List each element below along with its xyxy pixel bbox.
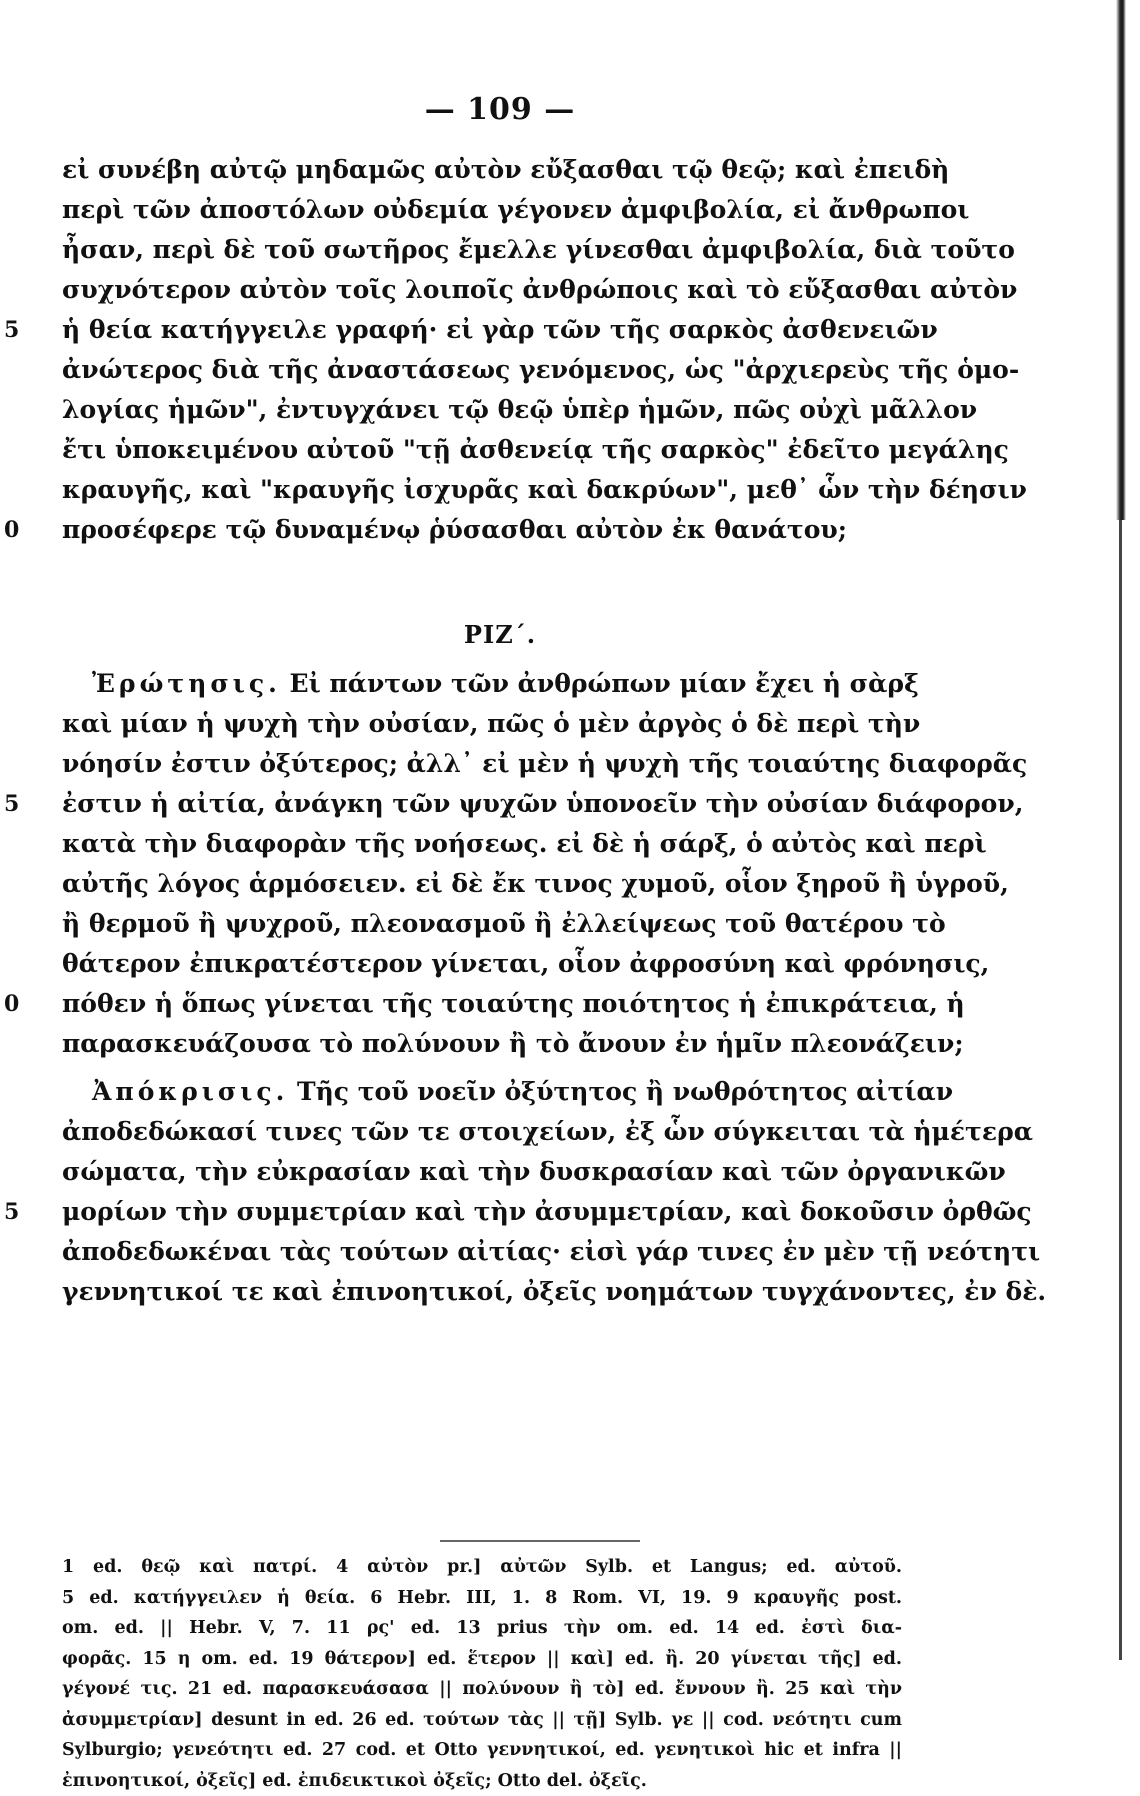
line-text: μορίων τὴν συμμετρίαν καὶ τὴν ἀσυμμετρίαν, καὶ δοκοῦσιν ὀρθῶς (62, 1197, 1032, 1226)
footnote-line: ἐπινοητικοί, ὀξεῖς] ed. ἐπιδεικτικοὶ ὀξεῖς; Otto del. ὀξεῖς. (62, 1770, 647, 1791)
footnote-line: γέγονέ τις. 21 ed. παρασκευάσασα || πολύνουν ἢ τὸ] ed. ἔννουν ἢ. 25 καὶ τὴν (62, 1679, 902, 1699)
line-text: ἔτι ὑποκειμένου αὐτοῦ "τῇ ἀσθενείᾳ τῆς σαρκὸς" ἐδεῖτο μεγάλης (62, 435, 1009, 464)
question-block (4, 664, 1028, 1064)
line-text: ἦσαν, περὶ δὲ τοῦ σωτῆρος ἔμελλε γίνεσθαι ἀμφιβολία, διὰ τοῦτο (62, 235, 1015, 264)
footnote-line: 5 ed. κατήγγειλεν ἡ θεία. 6 Hebr. III, 1. 8 Rom. VI, 19. 9 κραυγῆς post. (62, 1587, 902, 1608)
line-text: ἡ θεία κατήγγειλε γραφή· εἰ γὰρ τῶν τῆς σαρκὸς ἀσθενειῶν (62, 315, 938, 344)
text-line (4, 1192, 1032, 1232)
text-line (62, 864, 1009, 904)
line-text: θάτερον ἐπικρατέστερον γίνεται, οἷον ἀφροσύνη καὶ φρόνησις, (62, 949, 990, 978)
text-line (62, 744, 1028, 784)
footnote-line: φορᾶς. 15 η om. ed. 19 θάτερον] ed. ἕτερον || καὶ] ed. ἢ. 20 γίνεται τῆς] ed. (62, 1648, 902, 1669)
text-line (62, 390, 978, 430)
line-text: κραυγῆς, καὶ "κραυγῆς ἰσχυρᾶς καὶ δακρύων", μεθ᾽ ὧν τὴν δέησιν (62, 475, 1027, 504)
line-number: 5 (4, 1199, 20, 1225)
line-text: εἰ συνέβη αὐτῷ μηδαμῶς αὐτὸν εὔξασθαι τῷ θεῷ; καὶ ἐπειδὴ (62, 155, 950, 184)
footnote-line: om. ed. || Hebr. V, 7. 11 ρς' ed. 13 prius τὴν om. ed. 14 ed. ἐστὶ δια- (62, 1618, 902, 1638)
text-line (62, 824, 987, 864)
text-line (62, 270, 1018, 310)
text-line (62, 944, 990, 984)
text-line (62, 230, 1015, 270)
line-text: ἐστιν ἡ αἰτία, ἀνάγκη τῶν ψυχῶν ὑπονοεῖν τὴν οὐσίαν διάφορον, (62, 789, 1024, 818)
text-line (62, 470, 1027, 510)
footnote-line: 1 ed. θεῷ καὶ πατρί. 4 αὐτὸν pr.] αὐτῶν Sylb. et Langus; ed. αὐτοῦ. (62, 1557, 902, 1577)
text-line (62, 430, 1009, 470)
line-text: Εἰ πάντων τῶν ἀνθρώπων μίαν ἔχει ἡ σὰρξ (289, 669, 919, 698)
text-line (4, 984, 965, 1024)
line-number: 0 (4, 991, 20, 1017)
footnotes (62, 1552, 902, 1796)
text-line (62, 1072, 954, 1112)
footnote-divider (440, 1540, 640, 1542)
paragraph-1 (4, 150, 1027, 550)
line-text: προσέφερε τῷ δυναμένῳ ῥύσασθαι αὐτὸν ἐκ θανάτου; (62, 515, 847, 544)
text-line (62, 1272, 1047, 1312)
answer-block (4, 1072, 1047, 1312)
line-text: πόθεν ἡ ὅπως γίνεται τῆς τοιαύτης ποιότητος ἡ ἐπικράτεια, ἡ (62, 989, 965, 1018)
text-line (62, 1232, 1041, 1272)
line-number: 0 (4, 517, 20, 543)
text-line (4, 510, 902, 550)
line-text: αὐτῆς λόγος ἁρμόσειεν. εἰ δὲ ἔκ τινος χυμοῦ, οἷον ξηροῦ ἢ ὑγροῦ, (62, 869, 1009, 898)
line-text: καὶ μίαν ἡ ψυχὴ τὴν οὐσίαν, πῶς ὁ μὲν ἀργὸς ὁ δὲ περὶ τὴν (62, 709, 921, 738)
line-number: 5 (4, 791, 20, 817)
line-text: Τῆς τοῦ νοεῖν ὀξύτητος ἢ νωθρότητος αἰτίαν (297, 1077, 954, 1106)
text-line (62, 664, 919, 704)
line-number: 5 (4, 317, 20, 343)
text-line (62, 1024, 964, 1064)
text-line (62, 1112, 1033, 1152)
text-line (62, 150, 950, 190)
answer-label: Ἀπόκρισις. (92, 1077, 289, 1106)
line-text: νόησίν ἐστιν ὀξύτερος; ἀλλ᾽ εἰ μὲν ἡ ψυχὴ τῆς τοιαύτης διαφορᾶς (62, 749, 1028, 778)
text-line (62, 190, 970, 230)
text-line (4, 310, 938, 350)
line-text: ἀποδεδώκασί τινες τῶν τε στοιχείων, ἐξ ὧν σύγκειται τὰ ἡμέτερα (62, 1117, 1033, 1146)
text-line (62, 350, 1020, 390)
text-line (62, 704, 921, 744)
line-text: παρασκευάζουσα τὸ πολύνουν ἢ τὸ ἄνουν ἐν ἡμῖν πλεονάζειν; (62, 1029, 964, 1058)
line-text: γεννητικοί τε καὶ ἐπινοητικοί, ὀξεῖς νοημάτων τυγχάνοντες, ἐν δὲ. (62, 1277, 1047, 1306)
section-heading: ΡΙΖ΄. (463, 620, 537, 649)
footnote-line: Sylburgio; γενεότητι ed. 27 cod. et Otto γεννητικοί, ed. γενητικοὶ hic et infra || (62, 1740, 902, 1760)
line-text: ἀποδεδωκέναι τὰς τούτων αἰτίας· εἰσὶ γάρ τινες ἐν μὲν τῇ νεότητι (62, 1237, 1041, 1266)
line-text: περὶ τῶν ἀποστόλων οὐδεμία γέγονεν ἀμφιβολία, εἰ ἄνθρωποι (62, 195, 970, 224)
scan-binding-edge-lower (1119, 520, 1122, 1660)
footnote-line: ἀσυμμετρίαν] desunt in ed. 26 ed. τούτων τὰς || τῇ] Sylb. γε || cod. νεότητι cum (62, 1709, 902, 1730)
question-label: Ἐρώτησις. (92, 669, 281, 698)
page-number: — 109 — (424, 92, 576, 127)
line-text: λογίας ἡμῶν", ἐντυγχάνει τῷ θεῷ ὑπὲρ ἡμῶν, πῶς οὐχὶ μᾶλλον (62, 395, 978, 424)
line-text: ἀνώτερος διὰ τῆς ἀναστάσεως γενόμενος, ὡς "ἀρχιερεὺς τῆς ὁμο- (62, 355, 1020, 384)
text-line (4, 784, 1024, 824)
scan-binding-edge (1116, 0, 1126, 520)
line-text: συχνότερον αὐτὸν τοῖς λοιποῖς ἀνθρώποις καὶ τὸ εὔξασθαι αὐτὸν (62, 275, 1018, 304)
text-line (62, 904, 946, 944)
line-text: σώματα, τὴν εὐκρασίαν καὶ τὴν δυσκρασίαν καὶ τῶν ὀργανικῶν (62, 1157, 1006, 1186)
line-text: ἢ θερμοῦ ἢ ψυχροῦ, πλεονασμοῦ ἢ ἐλλείψεως τοῦ θατέρου τὸ (62, 909, 946, 938)
text-line (62, 1152, 1006, 1192)
line-text: κατὰ τὴν διαφορὰν τῆς νοήσεως. εἰ δὲ ἡ σάρξ, ὁ αὐτὸς καὶ περὶ (62, 829, 987, 858)
